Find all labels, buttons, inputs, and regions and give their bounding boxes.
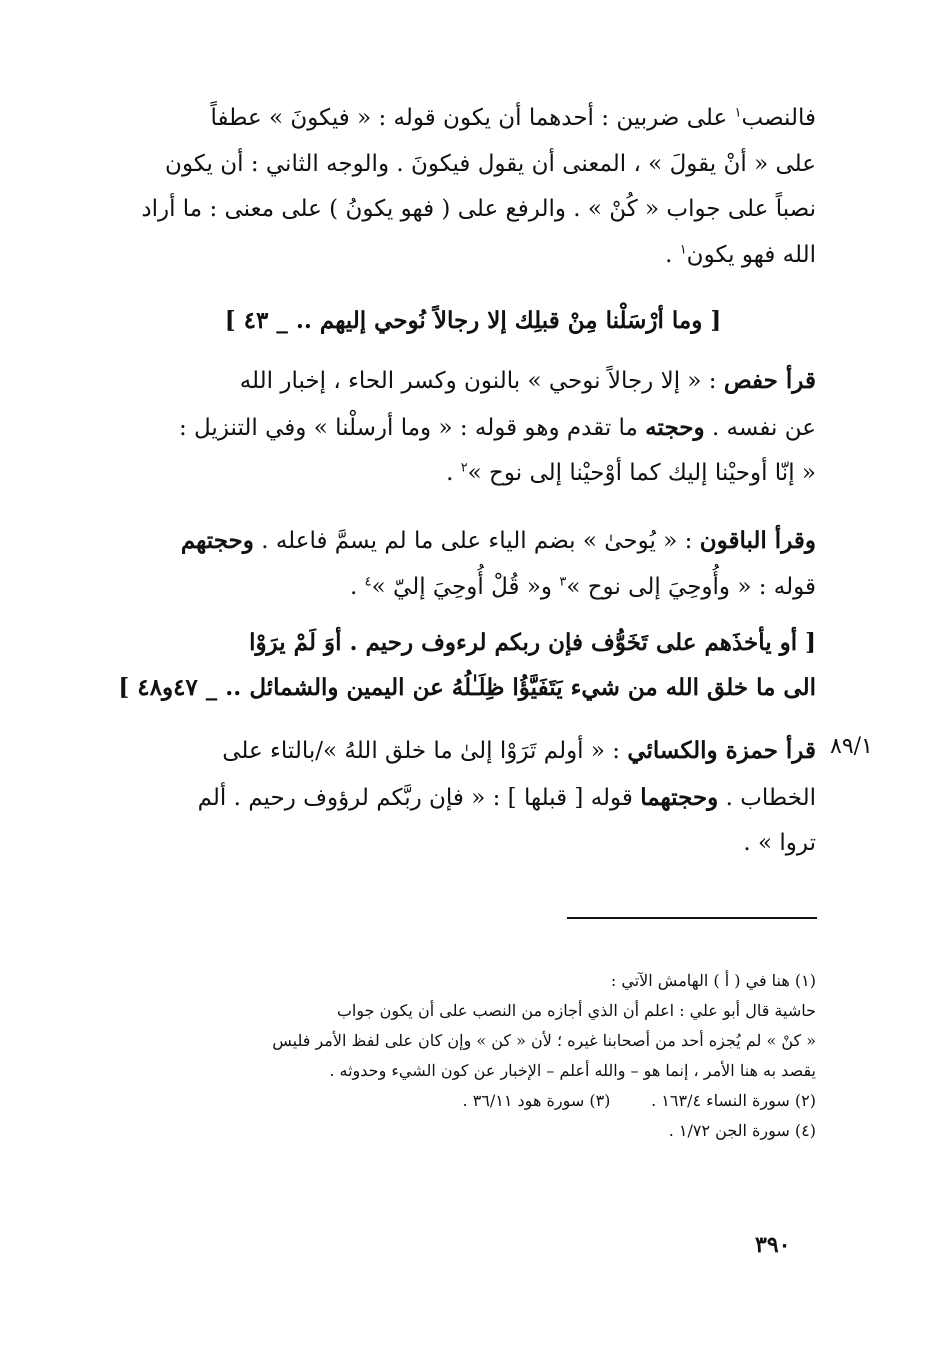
verse-heading-line-1: [ أو يأخذَهم على تَخَوُّف فإن ربكم لرءوف رحيم . أوَ لَمْ يرَوْا — [249, 629, 816, 656]
text-fragment: الخطاب . — [725, 784, 816, 811]
reader-name: وقرأ الباقون — [699, 527, 816, 554]
text-fragment: . — [350, 573, 358, 600]
text-fragment: قوله [ قبلها ] : « فإن ربَّكم لرؤوف رحيم . ألم — [197, 784, 633, 811]
paragraph-2 — [130, 358, 816, 497]
paragraph-2-line-3 — [130, 451, 816, 497]
paragraph-1-line-2: على « أنْ يقولَ » ، المعنى أن يقول فيكونَ . والوجه الثاني : أن يكون — [165, 150, 816, 177]
text-fragment: الله فهو يكون — [686, 241, 816, 268]
paragraph-4 — [130, 728, 816, 867]
paragraph-1-line-3: نصباً على جواب « كُنْ » . والرفع على ( فهو يكونُ ) على معنى : ما أراد — [141, 196, 816, 222]
text-fragment: ما تقدم وهو قوله : « وما أرسلْنا » وفي التنزيل : — [178, 414, 638, 441]
verse-heading-line-2: الى ما خلق الله من شيء يَتَفَيَّؤُا ظِلَـٰلُهُ عن اليمين والشمائل .. _ ٤٧و٤٨ ] — [118, 674, 816, 701]
footnote-2-3-line — [150, 1086, 816, 1116]
verse-heading-47-48 — [118, 620, 816, 710]
paragraph-4-line-2 — [130, 775, 816, 822]
text-fragment: « إنّا أوحيْنا إليك كما أوْحيْنا إلى نوح » — [467, 460, 816, 486]
footnotes — [150, 966, 816, 1146]
text-fragment: عن نفسه . — [711, 414, 816, 441]
text-fragment: . — [446, 460, 454, 486]
argument-label: وحجته — [645, 413, 705, 441]
verse-heading-43 — [130, 298, 816, 343]
footnote-2: (٢) سورة النساء ١٦٣/٤ . — [651, 1091, 816, 1110]
text-fragment: : « إلا رجالاً نوحي » بالنون وكسر الحاء ، إخبار الله — [239, 368, 717, 394]
paragraph-2-line-2 — [130, 405, 816, 452]
footnote-ref: ٣ — [559, 573, 567, 589]
paragraph-1 — [130, 96, 816, 278]
text-fragment: على ضربين : أحدهما أن يكون قوله : « فيكونَ » عطفاً — [210, 105, 728, 131]
page-number: ٣٩٠ — [755, 1232, 791, 1258]
text-fragment: قوله : « وأُوحِيَ إلى نوح » — [566, 573, 816, 600]
paragraph-1-line-1 — [130, 96, 816, 142]
text-fragment: و« قُلْ أُوحِيَ إليّ » — [371, 573, 553, 600]
paragraph-2-line-1 — [130, 358, 816, 405]
footnote-4: (٤) سورة الجن ١/٧٢ . — [668, 1121, 816, 1140]
paragraph-4-line-1 — [130, 728, 816, 775]
footnote-3: (٣) سورة هود ٣٦/١١ . — [462, 1091, 611, 1110]
paragraph-3-line-2 — [130, 565, 816, 611]
footnote-divider — [567, 917, 817, 919]
paragraph-1-line-4 — [130, 233, 816, 279]
footnote-ref: ٢ — [460, 460, 468, 476]
text-fragment: . — [665, 241, 673, 268]
footnote-ref: ١ — [679, 241, 687, 257]
reader-name: قرأ حمزة والكسائي — [627, 737, 816, 764]
text-fragment: : « أولم تَرَوْا إلىٰ ما خلق اللهُ »/بالتاء على — [222, 738, 621, 764]
footnote-ref: ٤ — [364, 573, 372, 589]
argument-label: وحجتهم — [180, 527, 254, 554]
paragraph-3 — [130, 518, 816, 610]
verse-heading-text: [ وما أرْسَلْنا مِنْ قبلِك إلا رجالاً نُوحي إليهم .. _ ٤٣ ] — [224, 307, 722, 334]
argument-label: وحجتهما — [640, 783, 719, 811]
reader-name: قرأ حفص — [723, 367, 816, 394]
paragraph-4-line-3: تروا » . — [743, 830, 816, 856]
text-fragment: : « يُوحىٰ » بضم الياء على ما لم يسمَّ فاعله . — [261, 528, 693, 554]
text-fragment: فالنصب — [741, 105, 816, 131]
footnote-1-line-3: « كنْ » لم يُجزه أحد من أصحابنا غيره ؛ لأن « كن » وإن كان على لفظ الأمر فليس — [272, 1031, 816, 1050]
footnote-ref: ١ — [734, 105, 742, 121]
footnote-1-line-1: (١) هنا في ( أ ) الهامش الآتي : — [610, 971, 816, 990]
manuscript-folio-note: ٨٩/١ — [830, 734, 873, 759]
paragraph-3-line-1 — [130, 518, 816, 565]
footnote-1-line-2: حاشية قال أبو علي : اعلم أن الذي أجازه من النصب على أن يكون جواب — [336, 1001, 816, 1020]
footnote-1-line-4: يقصد به هنا الأمر ، إنما هو – والله أعلم – الإخبار عن كون الشيء وحدوثه . — [329, 1061, 816, 1080]
